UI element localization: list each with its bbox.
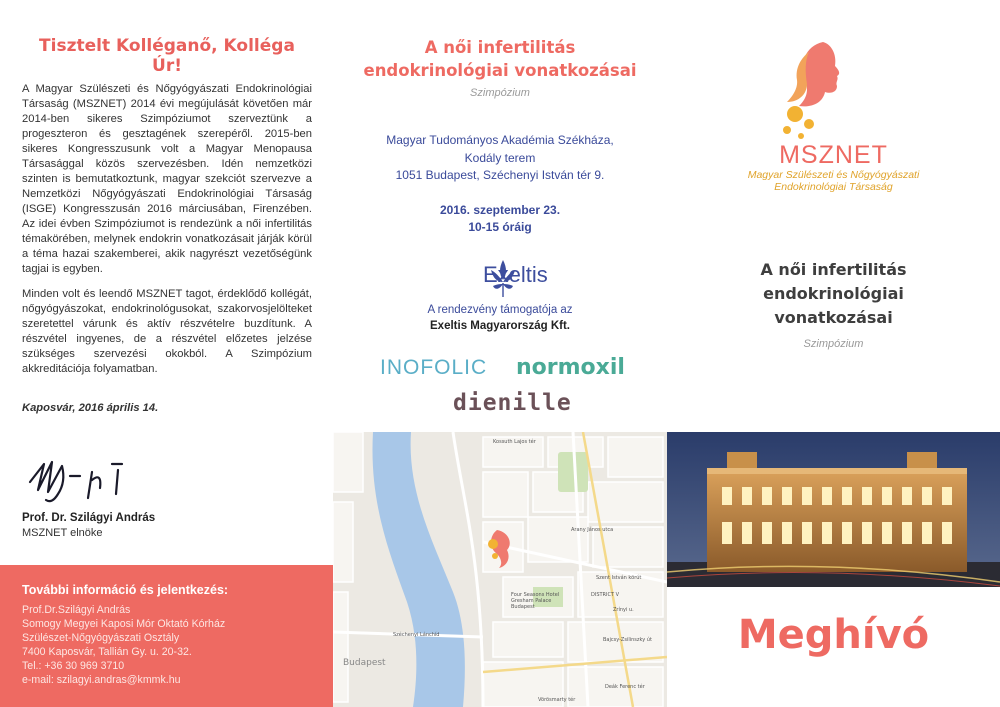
time-line: 10-15 óráig	[468, 220, 532, 234]
letter-heading: Tisztelt Kolléganő, Kolléga Úr!	[39, 36, 295, 76]
map-label: Széchenyi Lánchíd	[393, 632, 440, 638]
letter-paragraph: A Magyar Szülészeti és Nőgyógyászati Endokrinológiai Társaság (MSZNET) 2014 évi megújulását követően már 2014-ben sikeres Szimpóziumot szerveztünk a progeszteron és gesztagének szerepéről. 2015-ben sikeres Kongresszusunk volt a Magyar Menopausa Társasággal közös szervezésben. Idén nemzetközi szinten is bemutatkoztunk, magyar szekciót szervezve a Nemzetközi Nőgyógyászati Endokrinológiai Társaság (ISGE) Kongresszusán 2016 márciusában, Firenzében. Az idei évben Szimpóziumot is rendezünk a női infertilitás témakörében, melynek endokrin vonatkozásait járják körül a téma hazai szakemberei, akik nagyrészt vezetőségünk tagjai is egyben.	[22, 83, 312, 275]
map-label: Arany János utca	[571, 527, 614, 533]
map-label: Deák Ferenc tér	[605, 684, 645, 690]
map-label: Zrínyi u.	[613, 607, 634, 613]
cover-title	[667, 258, 1000, 330]
contact-line: Prof.Dr.Szilágyi András	[22, 604, 131, 616]
venue-line: 1051 Budapest, Széchenyi István tér 9.	[395, 168, 605, 182]
event-date	[333, 202, 667, 236]
academy-building-photo	[667, 432, 1000, 587]
event-title-line: endokrinológiai vonatkozásai	[363, 61, 637, 80]
cover-panel	[667, 0, 1000, 432]
date-line: 2016. szeptember 23.	[439, 203, 561, 217]
map-label: DISTRICT V	[591, 592, 620, 598]
signer-name: Prof. Dr. Szilágyi András	[22, 512, 156, 524]
event-panel	[333, 0, 667, 432]
contact-line: 7400 Kaposvár, Tallián Gy. u. 20-32.	[22, 646, 192, 658]
map-label: Four Seasons Hotel Gresham Palace Budapest	[511, 592, 560, 610]
cover-title-line: endokrinológiai	[763, 284, 904, 303]
map-label: Szent István körút	[596, 575, 642, 581]
sponsor-line: A rendezvény támogatója az	[427, 304, 573, 316]
brand-dienille-logo: dienille	[453, 390, 572, 416]
map-label: Budapest	[343, 658, 386, 668]
exeltis-logo-text: Exeltis	[483, 262, 548, 287]
sponsor-company: Exeltis Magyarország Kft.	[430, 320, 570, 332]
event-title	[333, 36, 667, 82]
msznet-logo-icon	[765, 36, 861, 142]
map-label: Kossuth Lajos tér	[493, 439, 536, 445]
venue-line: Magyar Tudományos Akadémia Székháza,	[386, 133, 614, 147]
contact-phone: Tel.: +36 30 969 3710	[22, 660, 125, 672]
venue-line: Kodály terem	[464, 150, 536, 165]
signature-image	[22, 442, 152, 512]
logo-sub-line: Endokrinológiai Társaság	[774, 181, 893, 193]
contact-heading: További információ és jelentkezés:	[22, 583, 229, 597]
event-subtitle: Szimpózium	[470, 87, 530, 99]
venue-map[interactable]	[333, 432, 667, 707]
event-title-line: A női infertilitás	[424, 38, 576, 57]
contact-box	[0, 565, 333, 707]
contact-email[interactable]: e-mail: szilagyi.andras@kmmk.hu	[22, 674, 181, 686]
contact-line: Szülészet-Nőgyógyászati Osztály	[22, 632, 180, 644]
letter-panel	[0, 0, 333, 707]
msznet-logo-subtitle	[667, 169, 1000, 193]
cover-title-line: vonatkozásai	[774, 308, 893, 327]
map-label: Bajcsy-Zsilinszky út	[603, 637, 652, 643]
map-label: Vörösmarty tér	[538, 697, 576, 703]
letter-paragraph: Minden volt és leendő MSZNET tagot, érdeklődő kollégát, nőgyógyászokat, endokrinológusokat, szakorvosjelölteket szeretettel várunk és aktív részvételre buzdítunk. A részvétel ingyenes, de a részvétel előzetes jelzése szükséges szervezési okokból. A Szimpózium akkreditációja folyamatban.	[22, 288, 312, 375]
contact-line: Somogy Megyei Kaposi Mór Oktató Kórház	[22, 618, 226, 630]
cover-title-line: A női infertilitás	[760, 260, 907, 279]
letter-dateline: Kaposvár, 2016 április 14.	[22, 402, 159, 414]
logo-sub-line: Magyar Szülészeti és Nőgyógyászati	[747, 169, 920, 181]
cover-subtitle: Szimpózium	[803, 338, 864, 350]
letter-body	[22, 82, 312, 387]
signer-role: MSZNET elnöke	[22, 527, 103, 539]
invitation-title: Meghívó	[737, 612, 930, 658]
brand-normoxil-logo: normoxil	[516, 355, 625, 380]
event-venue	[333, 132, 667, 185]
brand-inofolic-logo: INOFOLIC	[380, 356, 488, 379]
msznet-logo-text: MSZNET	[779, 141, 888, 169]
building-illustration	[667, 432, 1000, 587]
